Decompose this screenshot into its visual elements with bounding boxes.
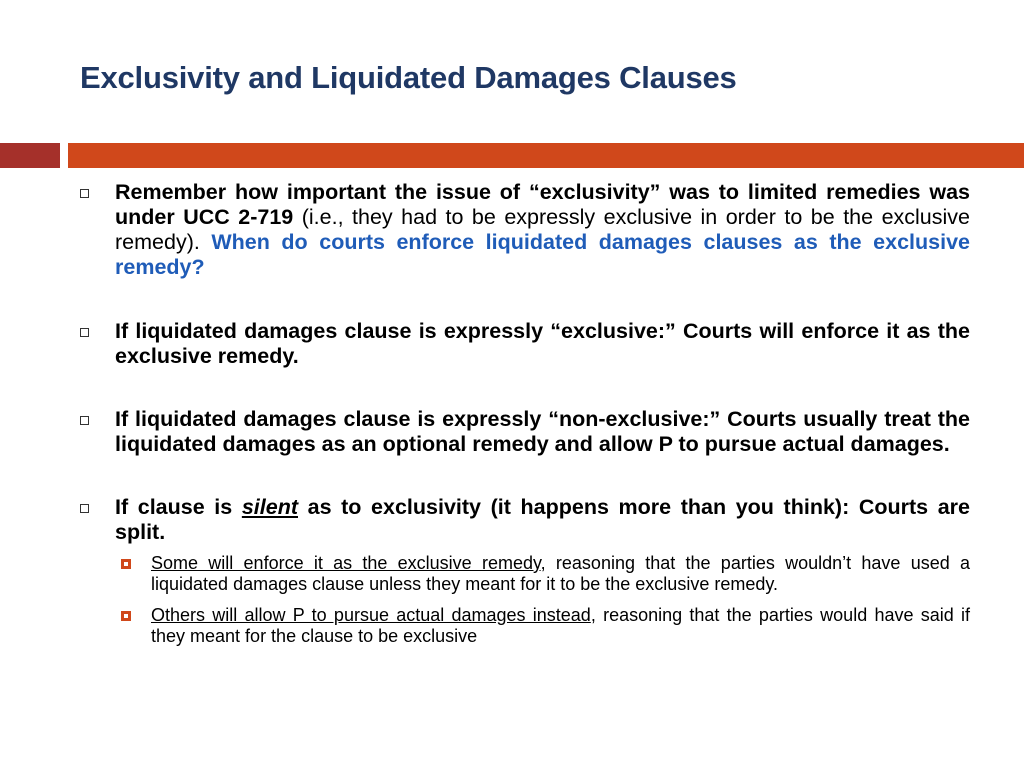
subbullet-text [151,553,970,595]
bullet-bold-lead: Remember how important the issue of “exclusivity” was to limited remedies was under UCC 2-719 [115,180,970,229]
subbullet-allow-actual-damages [115,605,970,647]
square-bullet-icon [80,504,89,513]
subbullet-text [151,605,970,647]
subbullet-rest: , reasoning that the parties wouldn’t have used a liquidated damages clause unless they meant for it to be the exclusive remedy. [151,553,971,594]
filled-square-bullet-icon [121,559,131,569]
bullet-expressly-non-exclusive [80,407,970,457]
square-bullet-icon [80,189,89,198]
bullet-emphasis-silent: silent [241,495,298,519]
bullet-text [115,180,970,280]
bullet-text-after: as to exclusivity (it happens more than you think): Courts are split. [115,495,971,544]
bullet-normal-text: (i.e., they had to be expressly exclusive in order to be the exclusive remedy). [115,205,970,254]
subbullet-underlined: Others will allow P to pursue actual damages instead [151,605,591,625]
square-bullet-icon [80,416,89,425]
accent-bar-right [68,143,1024,168]
bullet-exclusivity-reminder [80,180,970,280]
filled-square-bullet-icon [121,611,131,621]
bullet-text: If liquidated damages clause is expressly “non-exclusive:” Courts usually treat the liquidated damages as an optional remedy and allow P to pursue actual damages. [115,407,970,456]
subbullet-enforce-exclusive [115,553,970,595]
bullet-text: If liquidated damages clause is expressly “exclusive:” Courts will enforce it as the exclusive remedy. [115,319,970,368]
subbullet-rest: , reasoning that the parties would have said if they meant for the clause to be exclusive [151,605,970,646]
slide-body [80,180,970,647]
bullet-question: When do courts enforce liquidated damages clauses as the exclusive remedy? [115,230,970,279]
bullet-text-before: If clause is [115,495,242,519]
slide-title: Exclusivity and Liquidated Damages Clauses [80,60,737,95]
bullet-text [115,495,970,545]
accent-bar-left [0,143,60,168]
bullet-clause-silent [80,495,970,545]
square-bullet-icon [80,328,89,337]
bullet-expressly-exclusive [80,319,970,369]
subbullet-underlined: Some will enforce it as the exclusive remedy [151,553,541,573]
